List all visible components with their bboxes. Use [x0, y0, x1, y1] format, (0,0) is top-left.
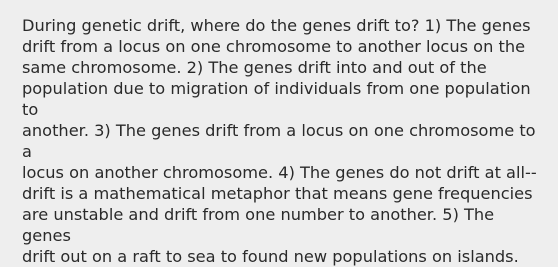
question-text: During genetic drift, where do the genes drift to? 1) The genes drift from a locus on one chromosome to another locus on the same chromosome. 2) The genes drift into and out of the population due to migration of individuals from one population to another. 3) The genes drift from a locus on one chromosome to a locus on another chromosome. 4) The genes do not drift at all-- drift is a mathematical metaphor that means gene frequencies are unstable and drift from one number to another. 5) The genes drift out on a raft to sea to found new populations on islands.	[22, 16, 537, 266]
